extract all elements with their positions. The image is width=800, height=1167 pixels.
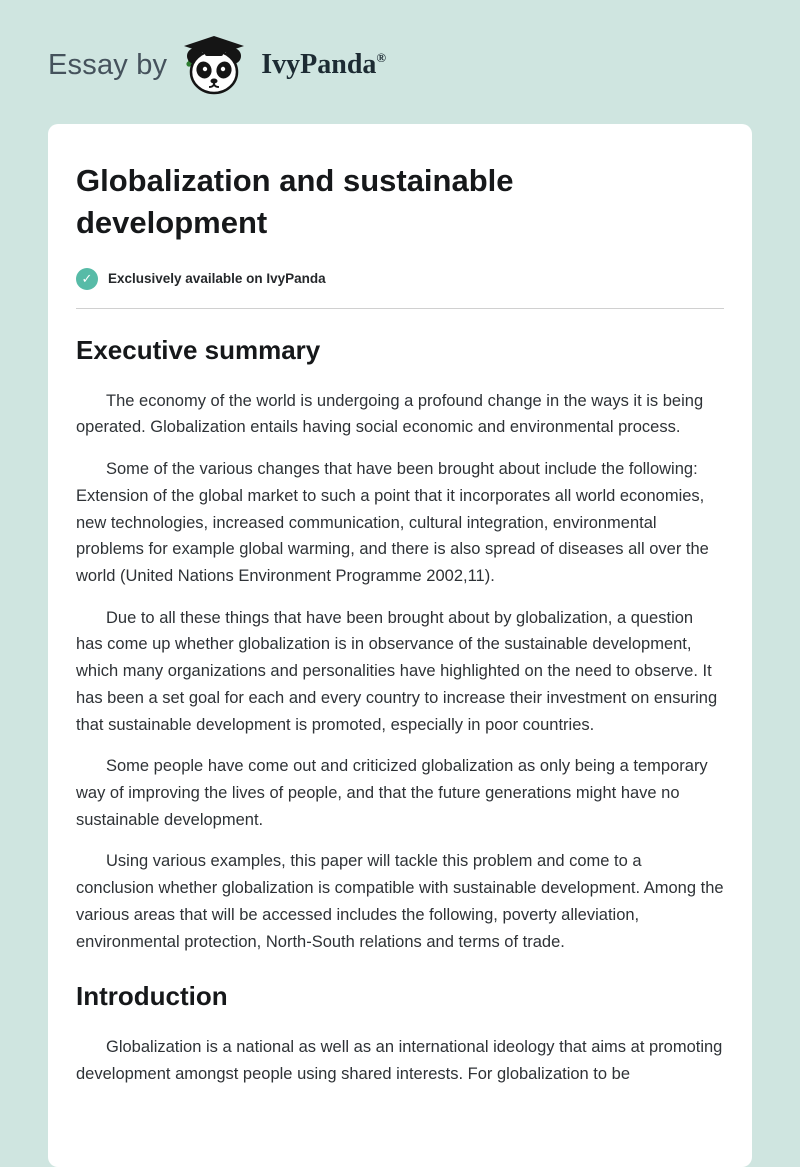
paragraph: Some of the various changes that have been brought about include the following: Extension of the global market to such a point that it incorporates all world economies, new technologies, increased communication, cultural integration, environmental problems for example global warming, and there is also spread of diseases all over the world (United Nations Environment Programme 2002,11). [76, 460, 709, 585]
section-heading-executive-summary: Executive summary [76, 334, 321, 365]
paragraph: Using various examples, this paper will tackle this problem and come to a conclusion whether globalization is compatible with sustainable development. Among the various areas that will be accessed includes the following, poverty alleviation, environmental protection, North-South relations and terms of trade. [76, 852, 724, 951]
page-title: Globalization and sustainable development [76, 163, 514, 240]
check-icon: ✓ [76, 268, 98, 290]
essay-by-label: Essay by [48, 48, 168, 81]
paragraph: Due to all these things that have been brought about by globalization, a question has come up whether globalization is in observance of the sustainable development, which many organizations and personalities have highlighted on the need to observe. It has been a set goal for each and every country to increase their investment on ensuring that sustainable development is promoted, especially in poor countries. [76, 608, 718, 734]
brand-name: IvyPanda [261, 49, 377, 80]
panda-graduate-icon [181, 34, 247, 96]
paragraph: Globalization is a national as well as an international ideology that aims at promoting development amongst people using shared interests. For globalization to be [76, 1038, 723, 1084]
availability-badge-label: Exclusively available on IvyPanda [108, 271, 326, 287]
registered-mark: ® [376, 50, 387, 65]
paragraph: The economy of the world is undergoing a profound change in the ways it is being operated. Globalization entails having social economic and environmental process. [76, 391, 704, 437]
site-header [0, 0, 800, 124]
section-heading-introduction: Introduction [76, 981, 228, 1012]
brand-logo-text [261, 49, 386, 81]
divider [76, 308, 724, 309]
paragraph: Some people have come out and criticized globalization as only being a temporary way of improving the lives of people, and that the future generations might have no sustainable development. [76, 757, 708, 829]
essay-card [48, 124, 752, 1167]
availability-badge [76, 268, 724, 290]
